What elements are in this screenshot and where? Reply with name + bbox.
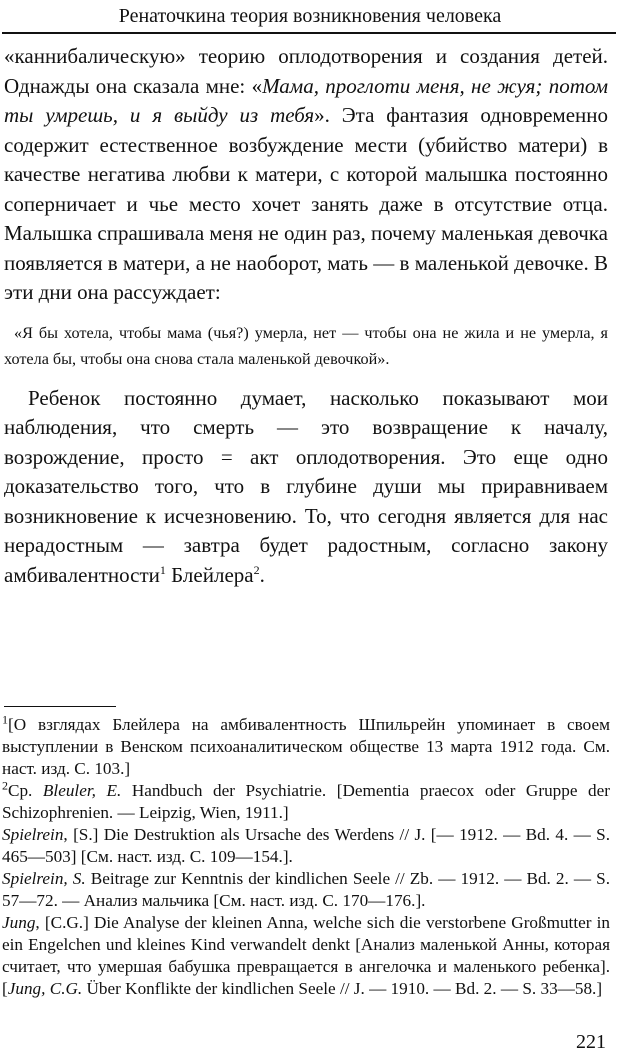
reference-spielrein-2-author: Spielrein, S. bbox=[2, 869, 86, 888]
footnote-2-text: Handbuch der Psychiatrie. [Dementia praecox oder Gruppe der Schizophrenien. — Leipzig, Wien, 1911.] bbox=[2, 781, 610, 822]
paragraph-1-start: «каннибалическую» теорию оплодотворения и создания детей. Однажды она сказала мне: « bbox=[4, 44, 608, 98]
header-rule bbox=[2, 32, 616, 34]
footnote-ref-2: 2 bbox=[253, 562, 260, 577]
reference-spielrein-2 bbox=[2, 868, 610, 912]
block-quote: «Я бы хотела, чтобы мама (чья?) умерла, нет — чтобы она не жила и не умерла, я хотела бы, чтобы она снова стала маленькой девочкой». bbox=[4, 323, 608, 368]
paragraph-2-mid: Блейлера bbox=[165, 562, 254, 587]
footnote-rule bbox=[4, 706, 116, 707]
reference-spielrein-1-text: Die Destruktion als Ursache des Werdens // J. [— 1912. — Bd. 4. — S. 465—503] [См. наст. изд. С. 109—154.]. bbox=[2, 825, 611, 866]
reference-spielrein-1-author: Spielrein bbox=[2, 825, 64, 844]
reference-jung-initial: , [C.G.] bbox=[35, 913, 89, 932]
footnote-1-text: [О взглядах Блейлера на амбивалентность Шпильрейн упоминает в своем выступлении в Венском психоаналитическом обществе 13 марта 1912 года. См. наст. изд. С. 103.] bbox=[2, 715, 610, 778]
footnote-2-cp: Cp. bbox=[8, 781, 43, 800]
header-title: Ренаточкина теория возникновения человека bbox=[118, 5, 502, 27]
footnote-ref-1: 1 bbox=[159, 562, 166, 577]
paragraph-2-end: . bbox=[259, 562, 265, 587]
reference-jung-text-2: Über Konflikte der kindlichen Seele // J. — 1910. — Bd. 2. — S. 33—58.] bbox=[82, 979, 603, 998]
paragraph-1-end: ». Эта фантазия одновременно содержит естественное возбуждение мести (убийство матери) в качестве негатива любви к матери, с которой малышка постоянно соперничает и чье место хочет занять даже в отсутствие отца. Малышка спрашивала меня не один раз, почему маленькая девочка появляется в матери, а не наоборот, мать — в маленькой девочке. В эти дни она рассуждает: bbox=[4, 103, 608, 304]
footnote-2-mark: 2 bbox=[2, 778, 8, 793]
reference-spielrein-1 bbox=[2, 824, 610, 868]
paragraph-1-quote: Мама, проглоти меня, не жуя; потом ты умрешь, и я выйду из тебя bbox=[4, 73, 608, 127]
paragraph-2 bbox=[4, 384, 608, 591]
reference-spielrein-1-initial: , [S.] bbox=[63, 825, 99, 844]
reference-jung bbox=[2, 912, 610, 1000]
page-number: 221 bbox=[576, 1031, 606, 1053]
reference-spielrein-2-text: Beitrage zur Kenntnis der kindlichen Seele // Zb. — 1912. — Bd. 2. — S. 57—72. — Анализ мальчика [См. наст. изд. С. 170—176.]. bbox=[2, 869, 611, 910]
reference-jung-author-2: Jung, C.G. bbox=[7, 979, 83, 998]
footnote-1 bbox=[2, 714, 610, 780]
footnote-2 bbox=[2, 780, 610, 824]
footnote-2-author: Bleuler, E. bbox=[42, 781, 122, 800]
footnote-1-mark: 1 bbox=[2, 712, 8, 727]
reference-jung-author: Jung bbox=[2, 913, 36, 932]
paragraph-2-text: Ребенок постоянно думает, насколько показывают мои наблюдения, что смерть — это возвращение к началу, возрождение, просто = акт оплодотворения. Это еще одно доказательство того, что в глубине души мы приравниваем возникновение к исчезновению. То, что сегодня является для нас нерадостным — завтра будет радостным, согласно закону амбивалентности bbox=[4, 385, 608, 587]
running-header bbox=[0, 0, 620, 34]
reference-jung-text: Die Analyse der kleinen Anna, welche sich die verstorbene Großmutter in ein Engelchen und kleines Kind verwandelt denkt [Анализ маленькой Анны, которая считает, что умершая бабушка превращается в ангелочка и маленького ребенка]. [ bbox=[2, 913, 610, 998]
footnotes bbox=[2, 714, 610, 1000]
main-text bbox=[4, 42, 608, 590]
paragraph-1 bbox=[4, 42, 608, 308]
